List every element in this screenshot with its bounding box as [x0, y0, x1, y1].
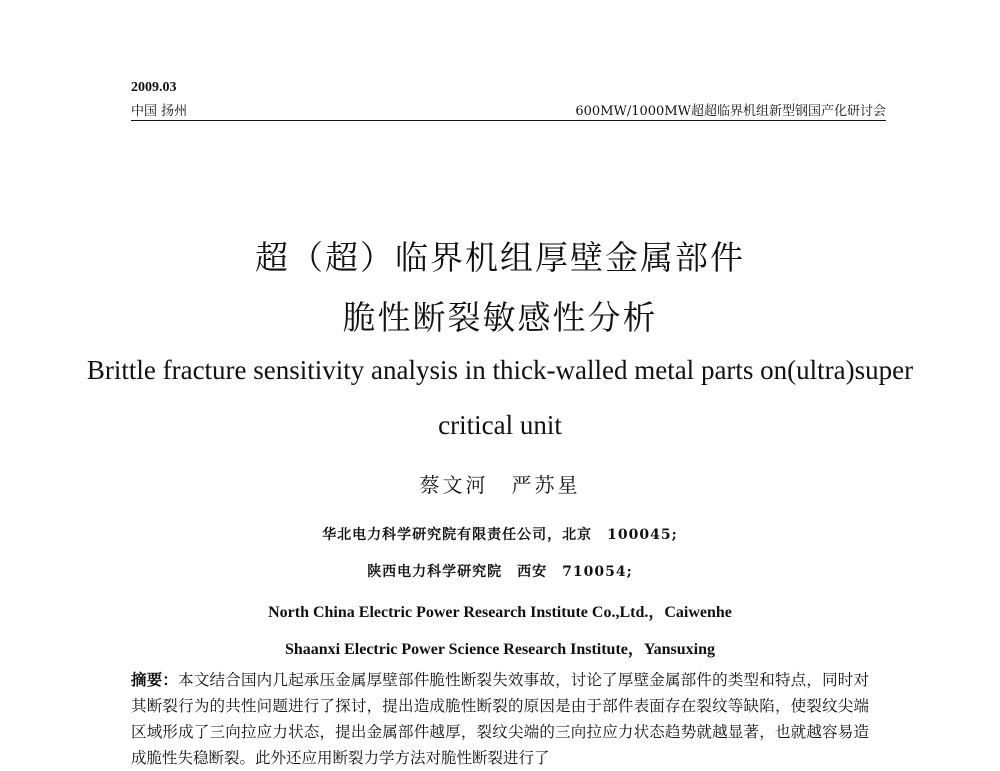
affiliation-en-2: Shaanxi Electric Power Science Research Institute，Yansuxing [284, 641, 716, 658]
header-rule [131, 120, 886, 121]
abstract-label: 摘要： [131, 671, 179, 689]
title-cn-line1: 超（超）临界机组厚壁金属部件 [255, 238, 745, 277]
affiliation-en-1: North China Electric Power Research Institute Co.,Ltd.，Caiwenhe [268, 604, 732, 621]
header-conference: 600MW/1000MW超超临界机组新型钢国产化研讨会 [575, 104, 886, 119]
title-cn-line2: 脆性断裂敏感性分析 [342, 298, 658, 337]
title-en-line1: Brittle fracture sensitivity analysis in thick-walled metal parts on(ultra)super [86, 355, 914, 385]
affiliation-cn-2: 陕西电力科学研究院 西安 710054; [367, 564, 633, 580]
abstract-text: 本文结合国内几起承压金属厚壁部件脆性断裂失效事故，讨论了厚壁金属部件的类型和特点，同时对其断裂行为的共性问题进行了探讨，提出造成脆性断裂的原因是由于部件表面存在裂纹等缺陷，使裂纹尖端区域形成了三向拉应力状态，提出金属部件越厚，裂纹尖端的三向拉应力状态趋势就越显著，也就越容易造成脆性失稳断裂。此外还应用断裂力学方法对脆性断裂进行了 [131, 671, 869, 767]
authors: 蔡文河 严苏星 [419, 473, 581, 497]
header-date: 2009.03 [131, 80, 177, 95]
affiliation-cn-1: 华北电力科学研究院有限责任公司，北京 100045; [322, 527, 678, 543]
header-location: 中国 扬州 [131, 104, 188, 119]
abstract [131, 667, 869, 771]
title-en-line2: critical unit [438, 410, 562, 440]
